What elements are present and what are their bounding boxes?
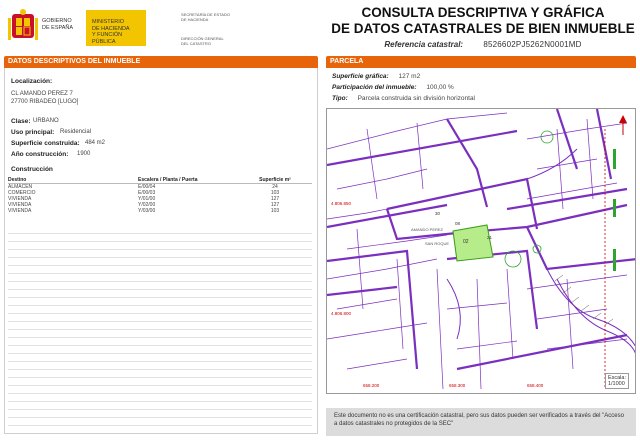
participation-row — [332, 84, 454, 91]
coord-label-bottom-1: 658.200 — [363, 383, 380, 388]
type-label: Tipo: — [332, 95, 348, 102]
page-title: CONSULTA DESCRIPTIVA Y GRÁFICA DE DATOS CATASTRALES DE BIEN INMUEBLE — [331, 5, 635, 36]
secretary-label: SECRETARÍA DE ESTADO DE HACIENDA — [181, 12, 230, 22]
use-label: Uso principal: — [11, 129, 55, 136]
block-label-2: 30 — [435, 211, 441, 216]
parcel-info — [326, 68, 636, 108]
cell-destino: ALMACEN — [8, 184, 33, 190]
cell-superficie: 127 — [270, 196, 280, 202]
class-label: Clase: — [11, 118, 31, 125]
year-label: Año construcción: — [11, 151, 69, 158]
cell-destino: COMERCIO — [8, 190, 36, 196]
cell-superficie: 127 — [270, 202, 280, 208]
cell-escalera: Y/03/00 — [138, 208, 156, 214]
north-arrow-icon — [619, 115, 627, 135]
street-label: AMANDO PEREZ — [411, 227, 444, 232]
government-label: GOBIERNO DE ESPAÑA — [42, 18, 74, 31]
construction-table — [8, 177, 312, 214]
cell-escalera: E/00/03 — [138, 190, 156, 196]
cell-destino: VIVIENDA — [8, 196, 32, 202]
reference-label: Referencia catastral: — [384, 40, 464, 49]
class-value: URBANO — [33, 118, 59, 124]
reference-line — [330, 40, 636, 49]
graphic-area-label: Superficie gráfica: — [332, 73, 389, 80]
section-title-parcel: PARCELA — [326, 56, 636, 68]
vegetation-marks — [505, 131, 553, 267]
use-value: Residencial — [60, 129, 92, 135]
selected-parcel — [453, 225, 493, 261]
scale-value: 1/1000 — [607, 381, 625, 387]
cell-escalera: Y/01/00 — [138, 196, 156, 202]
location-line2: 27700 RIBADEO [LUGO] — [11, 99, 79, 105]
construction-label: Construcción — [11, 166, 53, 173]
legend-markers — [613, 149, 616, 271]
reference-value: 8526602PJ5262N0001MD — [483, 40, 582, 49]
block-label-3: 21 — [487, 235, 493, 240]
disclaimer-note: Este documento no es una certificación catastral, pero sus datos pueden ser verificados a través del "Acceso a datos catastrales no protegidos de la SEC" — [326, 408, 636, 436]
coord-label-bottom-2: 658.300 — [449, 383, 466, 388]
coord-label-top-left: 4.806.850 — [331, 201, 352, 206]
cell-escalera: Y/02/00 — [138, 202, 156, 208]
table-header — [8, 177, 312, 184]
header-logos — [6, 6, 318, 50]
cell-superficie: 103 — [270, 208, 280, 214]
graphic-area-row — [332, 73, 420, 80]
area-value: 484 m2 — [85, 140, 106, 146]
graphic-area-value: 127 m2 — [398, 73, 421, 80]
header-escalera: Escalera / Planta / Puerta — [138, 177, 198, 183]
cell-superficie: 103 — [270, 190, 280, 196]
location-label: Localización: — [11, 78, 53, 85]
road-hatch — [555, 275, 613, 325]
area-label: Superficie construida: — [11, 140, 80, 147]
section-title-descriptive: DATOS DESCRIPTIVOS DEL INMUEBLE — [4, 56, 318, 68]
coat-of-arms-icon — [8, 8, 38, 46]
year-value: 1900 — [77, 151, 91, 157]
direction-label: DIRECCIÓN GENERAL DEL CATASTRO — [181, 36, 224, 46]
type-value: Parcela construida sin división horizontal — [357, 95, 476, 102]
header-superficie: Superficie m² — [259, 177, 291, 183]
street-label-2: SAN ROQUE — [425, 241, 450, 246]
map-drawing — [327, 109, 636, 394]
location-line1: CL AMANDO PEREZ 7 — [11, 91, 73, 97]
block-label-1: 08 — [455, 221, 461, 226]
cell-destino: VIVIENDA — [8, 202, 32, 208]
header-destino: Destino — [8, 177, 27, 183]
participation-value: 100,00 % — [426, 84, 454, 91]
scale-indicator — [605, 373, 629, 389]
scale-label: Escala: — [607, 375, 626, 381]
parcel-number-label: 02 — [463, 239, 469, 245]
cell-superficie: 24 — [272, 184, 278, 190]
table-empty-rows — [8, 226, 312, 426]
coord-label-mid-left: 4.806.800 — [331, 311, 352, 316]
cell-escalera: E/00/04 — [138, 184, 156, 190]
type-row — [332, 95, 475, 102]
cadastral-map[interactable] — [326, 108, 636, 394]
coord-label-bottom-3: 658.400 — [527, 383, 544, 388]
cell-destino: VIVIENDA — [8, 208, 32, 214]
ministry-label: MINISTERIO DE HACIENDA Y FUNCIÓN PÚBLICA — [86, 10, 146, 46]
table-row — [8, 208, 312, 214]
participation-label: Participación del inmueble: — [332, 84, 417, 91]
